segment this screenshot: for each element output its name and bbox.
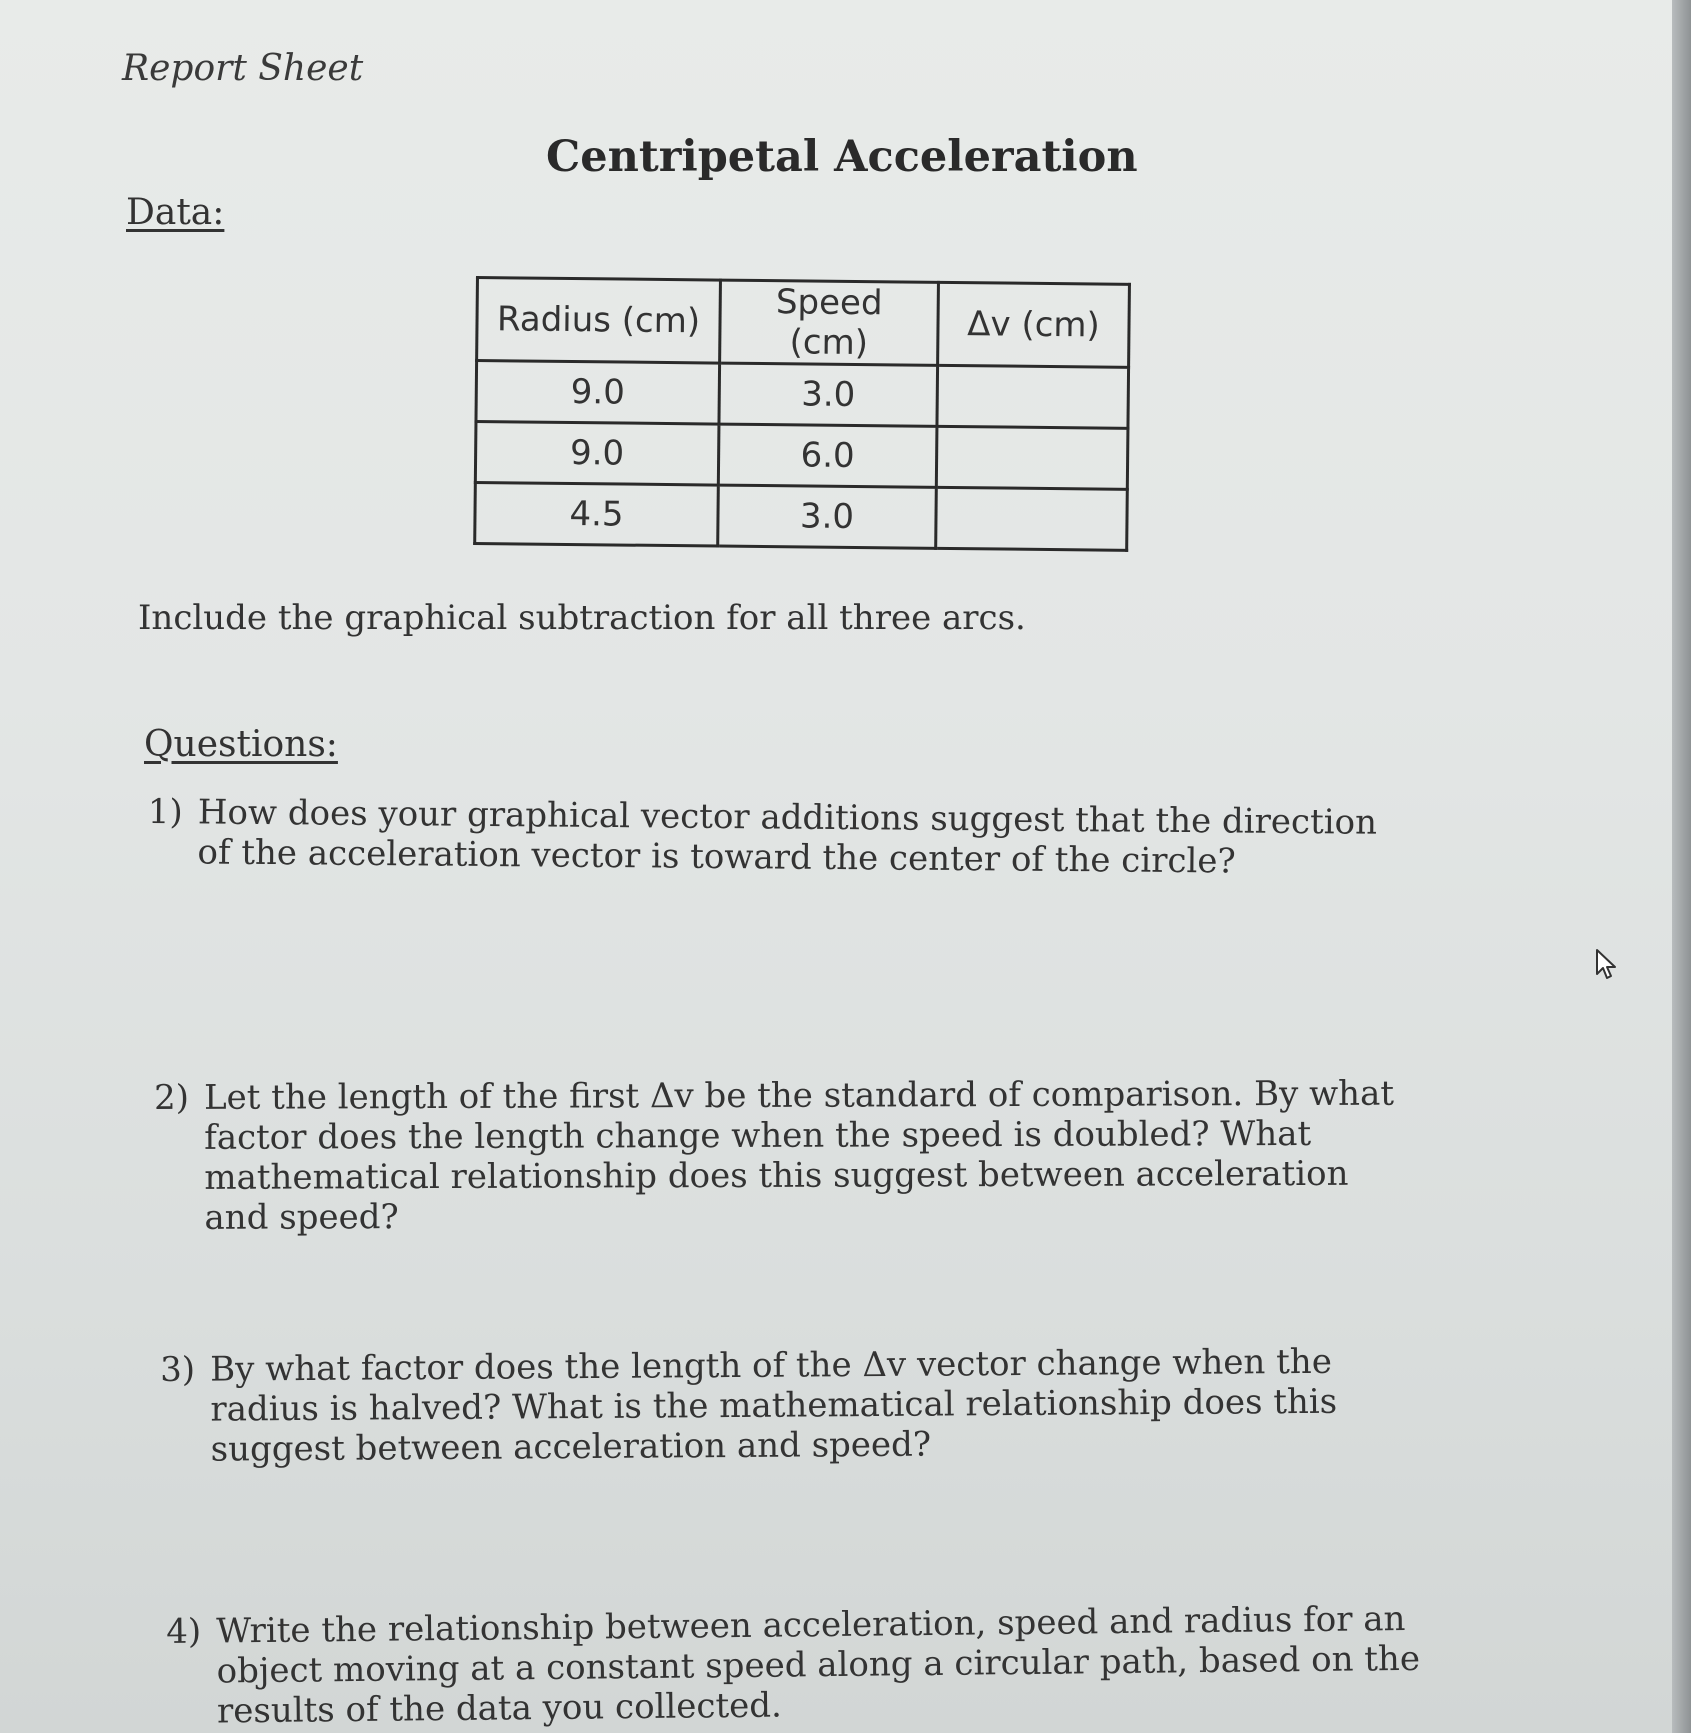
header-delta-v: Δv (cm) [938,282,1130,367]
question-number: 4) [166,1611,202,1652]
question-2 [154,1074,1415,1238]
cell-speed: 3.0 [718,485,937,548]
question-number: 2) [154,1077,190,1118]
question-text: How does your graphical vector additions suggest that the direction of the acceleration vector is toward the center of the circle? [197,792,1378,882]
table-header-row [477,278,1130,368]
cell-delta-v[interactable] [936,487,1128,550]
questions-heading: Questions: [144,724,338,765]
page-title: Centripetal Acceleration [546,132,1138,182]
cell-speed: 6.0 [718,424,937,487]
cell-radius: 9.0 [475,422,719,486]
question-text: By what factor does the length of the Δv vector change when the radius is halved? What is the mathematical relationship does this suggest between acceleration and speed? [209,1341,1338,1470]
question-text: Write the relationship between acceleration, speed and radius for an object moving at a constant speed along a circular path, based on the results of the data you collected. [215,1599,1421,1732]
table-row [475,422,1128,490]
cell-delta-v[interactable] [937,365,1129,428]
data-heading: Data: [126,192,225,233]
question-text: Let the length of the first Δv be the standard of comparison. By what factor does the length change when the speed is doubled? What mathematical relationship does this suggest between acceleration and speed? [203,1073,1395,1238]
data-table [473,276,1131,552]
question-4 [166,1599,1427,1732]
header-radius: Radius (cm) [477,278,721,364]
header-speed: Speed (cm) [720,280,939,365]
mouse-pointer-icon [1594,948,1620,982]
cell-delta-v[interactable] [936,426,1128,489]
table-row [476,361,1129,429]
cell-speed: 3.0 [719,363,938,426]
question-number: 3) [160,1349,196,1390]
cell-radius: 9.0 [476,361,720,425]
table-row [475,483,1128,551]
page-edge [1672,0,1691,1733]
report-sheet-label: Report Sheet [122,48,364,89]
cell-radius: 4.5 [475,483,719,547]
question-1 [147,792,1408,883]
question-number: 1) [147,792,183,833]
question-3 [160,1341,1421,1470]
instruction-text: Include the graphical subtraction for all three arcs. [138,598,1026,638]
